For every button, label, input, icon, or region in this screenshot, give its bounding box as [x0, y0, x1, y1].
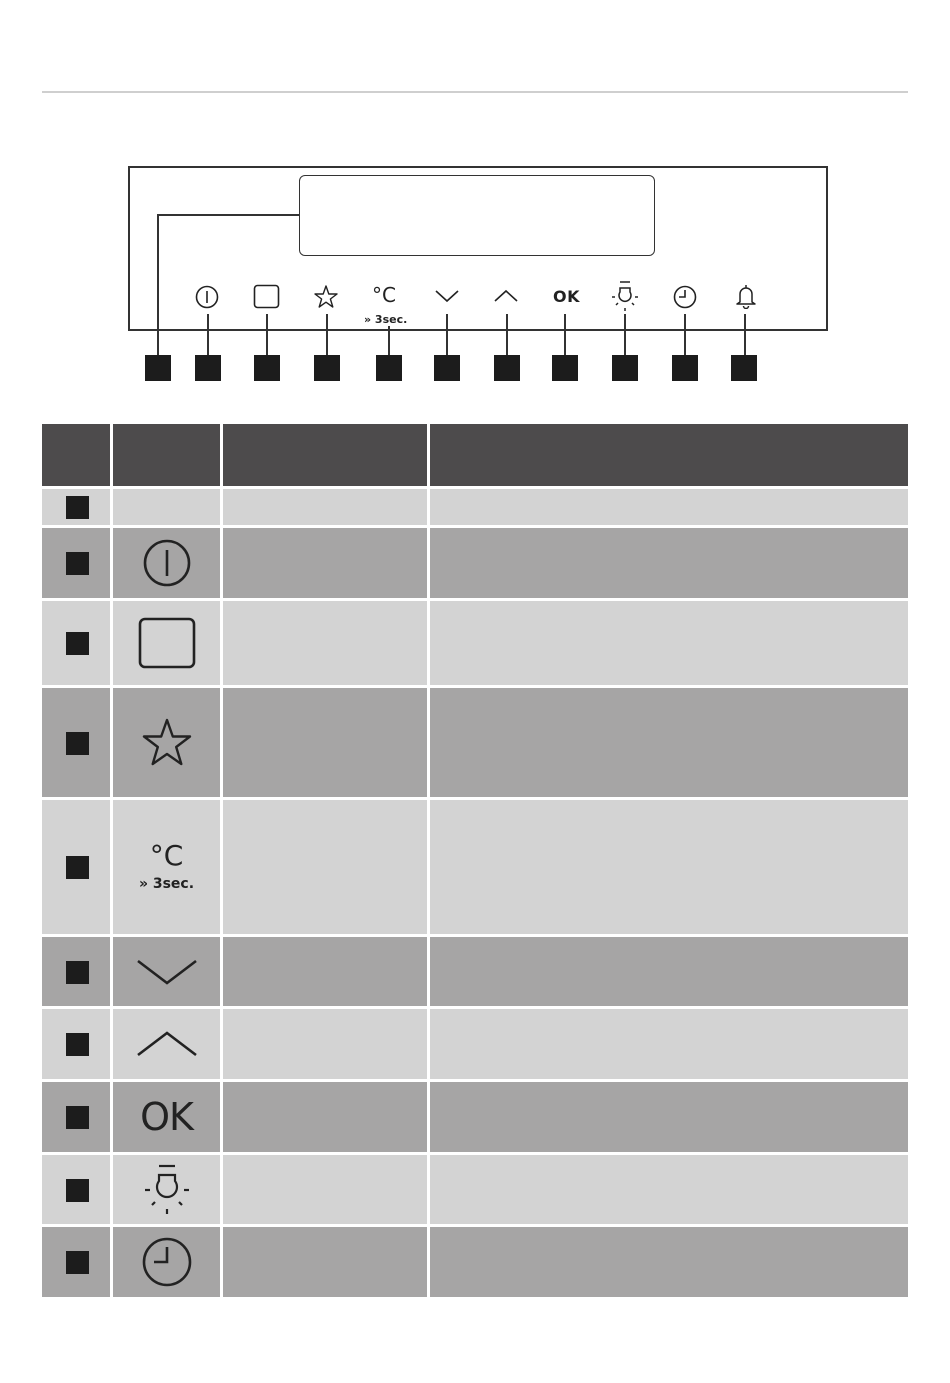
celsius-label: °C [149, 839, 184, 872]
leader-2 [207, 314, 209, 358]
clock-icon [141, 1236, 193, 1288]
callout-marker [731, 355, 757, 381]
power-icon [142, 538, 192, 588]
header-cell-description [430, 424, 908, 486]
chevron-down-icon [434, 288, 460, 304]
table-header-row [42, 424, 908, 486]
row-marker [66, 1033, 89, 1056]
lamp-icon [610, 280, 640, 312]
callout-marker [434, 355, 460, 381]
leader-5 [388, 326, 390, 358]
square-icon [138, 617, 196, 669]
callout-marker [552, 355, 578, 381]
leader-3 [266, 314, 268, 358]
ok-label: OK [553, 287, 580, 306]
table-row [42, 528, 908, 598]
callout-marker [195, 355, 221, 381]
display-window [299, 175, 655, 256]
header-cell-function [223, 424, 427, 486]
table-row [42, 937, 908, 1006]
display-leader-vertical [157, 214, 159, 357]
row-marker [66, 1179, 89, 1202]
row-marker [66, 1106, 89, 1129]
table-row [42, 601, 908, 685]
celsius-label: °C [372, 283, 396, 307]
header-cell-number [42, 424, 110, 486]
callout-marker [612, 355, 638, 381]
callout-marker [672, 355, 698, 381]
chevron-down-icon [135, 957, 199, 987]
callout-marker [314, 355, 340, 381]
table-row [42, 800, 908, 934]
star-icon [313, 284, 339, 310]
row-marker [66, 732, 89, 755]
clock-icon [672, 284, 698, 310]
lamp-icon [142, 1163, 192, 1217]
row-marker [66, 856, 89, 879]
leader-6 [446, 314, 448, 358]
row-marker [66, 496, 89, 519]
chevron-up-icon [135, 1029, 199, 1059]
callout-marker [376, 355, 402, 381]
table-row [42, 1009, 908, 1079]
table-row [42, 688, 908, 797]
bell-icon [735, 283, 757, 309]
hold-3sec-label: » 3sec. [138, 876, 195, 892]
table-row [42, 489, 908, 525]
table-row [42, 1155, 908, 1224]
top-divider [42, 91, 908, 93]
square-icon [253, 284, 280, 310]
row-marker [66, 1251, 89, 1274]
row-marker [66, 552, 89, 575]
table-row [42, 1227, 908, 1297]
row-marker [66, 632, 89, 655]
leader-7 [506, 314, 508, 358]
callout-marker [254, 355, 280, 381]
hold-3sec-label: » 3sec. [364, 313, 408, 326]
header-cell-symbol [113, 424, 220, 486]
leader-9 [624, 314, 626, 358]
leader-11 [744, 314, 746, 358]
star-icon [140, 717, 194, 769]
leader-8 [564, 314, 566, 358]
leader-4 [326, 314, 328, 358]
table-row [42, 1082, 908, 1152]
ok-label: OK [140, 1095, 193, 1139]
callout-marker [494, 355, 520, 381]
callout-marker [145, 355, 171, 381]
row-marker [66, 961, 89, 984]
power-icon [194, 284, 220, 310]
display-leader-horizontal [157, 214, 300, 216]
chevron-up-icon [493, 288, 519, 304]
leader-10 [684, 314, 686, 358]
